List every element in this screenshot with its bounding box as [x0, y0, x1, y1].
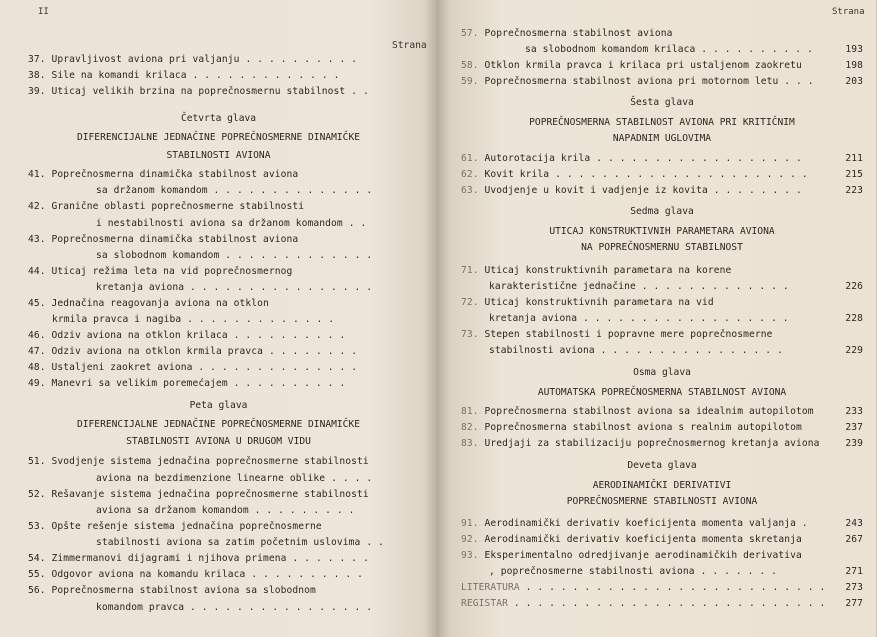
strana-header: Strana: [392, 40, 427, 51]
toc-entry: 93. Eksperimentalno odredjivanje aerodinamičkih derivativa: [461, 550, 802, 561]
chapter-title: DIFERENCIJALNE JEDNAČINE POPREČNOSMERNE DINAMIČKE: [76, 132, 361, 143]
toc-entry: 48. Ustaljeni zaokret aviona . . . . . . . . . . . . . .: [28, 362, 358, 373]
left-page: [0, 0, 437, 637]
chapter-title: POPREČNOSMERNE STABILNOSTI AVIONA: [566, 496, 758, 507]
toc-entry-cont: kretanja aviona . . . . . . . . . . . . . . . . . . 228: [489, 313, 863, 324]
toc-entry: 46. Odziv aviona na otklon krilaca . . . . . . . . . .: [28, 330, 346, 341]
toc-entry: 37. Upravljivost aviona pri valjanju . . . . . . . . . .: [28, 54, 358, 65]
toc-entry: 92. Aerodinamički derivativ koeficijenta momenta skretanja 267: [461, 534, 863, 545]
toc-entry: 82. Poprečnosmerna stabilnost aviona s realnim autopilotom 237: [461, 422, 863, 433]
toc-entry: REGISTAR . . . . . . . . . . . . . . . . . . . . . . . . . . . 277: [461, 598, 863, 609]
toc-entry: 61. Autorotacija krila . . . . . . . . . . . . . . . . . . 211: [461, 153, 863, 164]
toc-entry: 38. Sile na komandi krilaca . . . . . . . . . . . . .: [28, 70, 340, 81]
chapter-title: POPREČNOSMERNA STABILNOST AVIONA PRI KRITIČNIM: [529, 117, 795, 128]
toc-entry: 44. Uticaj režima leta na vid poprečnosmernog: [28, 266, 293, 277]
toc-entry: 39. Uticaj velikih brzina na poprečnosmernu stabilnost . .: [28, 86, 369, 97]
toc-entry-cont: stabilnosti aviona sa zatim početnim uslovima . .: [96, 537, 384, 548]
toc-entry: 53. Opšte rešenje sistema jednačina poprečnosmerne: [28, 521, 322, 532]
toc-entry: 47. Odziv aviona na otklon krmila pravca . . . . . . . .: [28, 346, 358, 357]
toc-entry-cont: i nestabilnosti aviona sa držanom komandom . .: [96, 218, 367, 229]
strana-header: Strana: [832, 7, 865, 17]
chapter-label: Peta glava: [189, 400, 248, 411]
toc-entry: 55. Odgovor aviona na komandu krilaca . . . . . . . . . .: [28, 569, 363, 580]
toc-entry: 45. Jednačina reagovanja aviona na otklon: [28, 298, 269, 309]
toc-entry: 62. Kovit krila . . . . . . . . . . . . . . . . . . . . . . 215: [461, 169, 863, 180]
toc-entry-cont: aviona na bezdimenzione linearne oblike . . . .: [96, 473, 373, 484]
chapter-label: Deveta glava: [627, 460, 697, 471]
toc-entry: 63. Uvodjenje u kovit i vadjenje iz kovita . . . . . . . . 223: [461, 185, 863, 196]
toc-entry-cont: aviona sa držanom komandom . . . . . . . . .: [96, 505, 355, 516]
toc-entry-cont: stabilnosti aviona . . . . . . . . . . . . . . . . 229: [489, 345, 863, 356]
toc-entry: 51. Svodjenje sistema jednačina poprečnosmerne stabilnosti: [28, 456, 369, 467]
toc-entry-cont: sa slobodnom komandom krilaca . . . . . . . . . . 193: [525, 44, 863, 55]
toc-entry: LITERATURA . . . . . . . . . . . . . . . . . . . . . . . . . . 273: [461, 582, 863, 593]
toc-entry: 54. Zimmermanovi dijagrami i njihova primena . . . . . . .: [28, 553, 369, 564]
toc-entry: 49. Manevri sa velikim poremećajem . . . . . . . . . .: [28, 378, 346, 389]
toc-entry-cont: ‚ poprečnosmerne stabilnosti aviona . . . . . . . 271: [489, 566, 863, 577]
chapter-title: UTICAJ KONSTRUKTIVNIH PARAMETARA AVIONA: [549, 226, 775, 237]
toc-entry: 56. Poprečnosmerna stabilnost aviona sa slobodnom: [28, 585, 316, 596]
toc-entry-cont: karakteristične jednačine . . . . . . . . . . . . . 226: [489, 281, 863, 292]
chapter-title: AUTOMATSKA POPREČNOSMERNA STABILNOST AVIONA: [537, 387, 787, 398]
toc-entry: 81. Poprečnosmerna stabilnost aviona sa idealnim autopilotom 233: [461, 406, 863, 417]
chapter-label: Osma glava: [633, 367, 691, 378]
toc-entry: 52. Rešavanje sistema jednačina poprečnosmerne stabilnosti: [28, 489, 369, 500]
toc-entry: 58. Otklon krmila pravca i krilaca pri ustaljenom zaokretu 198: [461, 60, 863, 71]
toc-entry: 41. Poprečnosmerna dinamička stabilnost aviona: [28, 169, 299, 180]
toc-entry-cont: kretanja aviona . . . . . . . . . . . . . . . .: [96, 282, 373, 293]
chapter-title: STABILNOSTI AVIONA: [166, 150, 271, 161]
toc-entry: 43. Poprečnosmerna dinamička stabilnost aviona: [28, 234, 299, 245]
chapter-title: STABILNOSTI AVIONA U DRUGOM VIDU: [126, 436, 311, 447]
chapter-label: Četvrta glava: [180, 113, 257, 124]
page-number: II: [38, 7, 49, 17]
toc-entry: 57. Poprečnosmerna stabilnost aviona: [461, 28, 673, 39]
chapter-title: NA POPREČNOSMERNU STABILNOST: [581, 242, 743, 253]
toc-entry: 73. Stepen stabilnosti i popravne mere poprečnosmerne: [461, 329, 773, 340]
toc-entry-cont: sa slobodnom komandom . . . . . . . . . . . . .: [96, 250, 373, 261]
toc-entry-cont: komandom pravca . . . . . . . . . . . . . . . .: [96, 602, 373, 613]
chapter-title: DIFERENCIJALNE JEDNAČINE POPREČNOSMERNE DINAMIČKE: [76, 419, 361, 430]
toc-entry: 72. Uticaj konstruktivnih parametara na vid: [461, 297, 714, 308]
toc-entry: 91. Aerodinamički derivativ koeficijenta momenta valjanja . 243: [461, 518, 863, 529]
toc-entry: 71. Uticaj konstruktivnih parametara na korene: [461, 265, 732, 276]
chapter-label: Sedma glava: [630, 206, 694, 217]
right-page: [437, 0, 876, 637]
chapter-title: AERODINAMIČKI DERIVATIVI: [592, 480, 732, 491]
toc-entry: 83. Uredjaji za stabilizaciju poprečnosmernog kretanja aviona 239: [461, 438, 863, 449]
toc-entry: 59. Poprečnosmerna stabilnost aviona pri motornom letu . . . 203: [461, 76, 863, 87]
toc-entry-cont: krmila pravca i nagiba . . . . . . . . . . . . .: [52, 314, 335, 325]
toc-entry: 42. Granične oblasti poprečnosmerne stabilnosti: [28, 201, 305, 212]
chapter-label: Šesta glava: [630, 97, 694, 108]
toc-entry-cont: sa držanom komandom . . . . . . . . . . . . . .: [96, 185, 373, 196]
chapter-title: NAPADNIM UGLOVIMA: [612, 133, 712, 144]
